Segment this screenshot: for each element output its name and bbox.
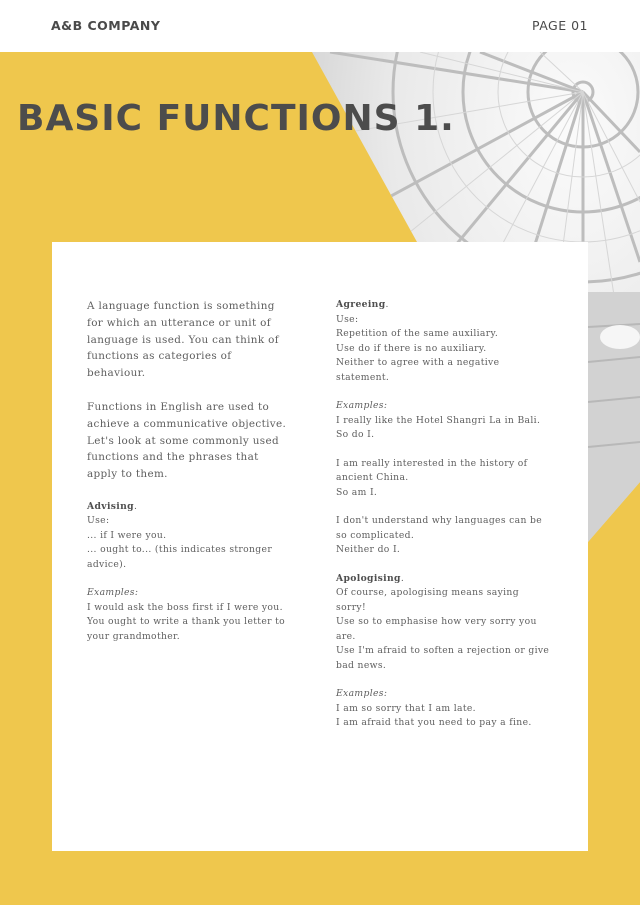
- use-line: Use do if there is no auxiliary.: [336, 342, 487, 354]
- use-line: Use so to emphasise how very sorry you are.: [336, 616, 537, 642]
- examples-label: Examples:: [336, 400, 388, 411]
- use-line: Of course, apologising means saying sorry!: [336, 587, 519, 613]
- agreeing-example-group: [336, 399, 551, 443]
- example-line: I don't understand why languages can be so complicated.: [336, 515, 543, 541]
- content-card: [52, 242, 588, 851]
- example-line: I really like the Hotel Shangri La in Bali.: [336, 414, 541, 426]
- page-title: BASIC FUNCTIONS 1.: [17, 98, 455, 139]
- apologising-examples: [336, 687, 551, 731]
- example-line: I am really interested in the history of ancient China.: [336, 457, 528, 483]
- use-label: Use:: [87, 515, 110, 527]
- example-line: Neither do I.: [336, 544, 401, 555]
- right-column: [336, 298, 551, 745]
- use-line: Use I'm afraid to soften a rejection or give bad news.: [336, 645, 550, 671]
- example-line: So do I.: [336, 429, 375, 440]
- example-line: You ought to write a thank you letter to your grandmother.: [87, 616, 286, 642]
- company-name: A&B COMPANY: [51, 18, 161, 33]
- use-line: ... if I were you.: [87, 529, 167, 541]
- use-label: Use:: [336, 313, 359, 325]
- example-line: I am so sorry that I am late.: [336, 702, 476, 714]
- example-line: So am I.: [336, 486, 378, 498]
- intro-paragraph: A language function is something for which an utterance or unit of language is used. You can think of functions as categories of behaviour.: [87, 300, 279, 380]
- apologising-section: Apologising. Of course, apologising means saying sorry! Use so to emphasise how very sorry you are. Use I'm afraid to soften a rejection or give bad news.: [336, 572, 551, 674]
- examples-label: Examples:: [87, 587, 139, 599]
- use-line: Repetition of the same auxiliary.: [336, 328, 499, 339]
- advising-examples: [87, 586, 292, 644]
- section-title: Apologising: [336, 572, 401, 584]
- use-line: ... ought to... (this indicates stronger advice).: [87, 544, 273, 570]
- section-title: Advising: [87, 500, 134, 512]
- page-number: PAGE 01: [531, 18, 588, 33]
- use-line: Neither to agree with a negative statement.: [336, 357, 500, 383]
- example-line: I would ask the boss first if I were you.: [87, 601, 283, 613]
- advising-section: Advising. Use: ... if I were you. ... ought to... (this indicates stronger advice).: [87, 500, 292, 573]
- agreeing-example-group: [336, 457, 551, 501]
- left-column: [87, 298, 292, 658]
- agreeing-section: Agreeing. Use: Repetition of the same auxiliary. Use do if there is no auxiliary. Neither to agree with a negative statement.: [336, 298, 551, 385]
- section-title: Agreeing: [336, 299, 386, 310]
- intro-paragraph: Functions in English are used to achieve a communicative objective. Let's look at some commonly used functions and the phrases that apply to them.: [87, 400, 287, 481]
- intro: [87, 298, 292, 483]
- examples-label: Examples:: [336, 688, 388, 699]
- agreeing-example-group: [336, 514, 551, 558]
- example-line: I am afraid that you need to pay a fine.: [336, 717, 532, 728]
